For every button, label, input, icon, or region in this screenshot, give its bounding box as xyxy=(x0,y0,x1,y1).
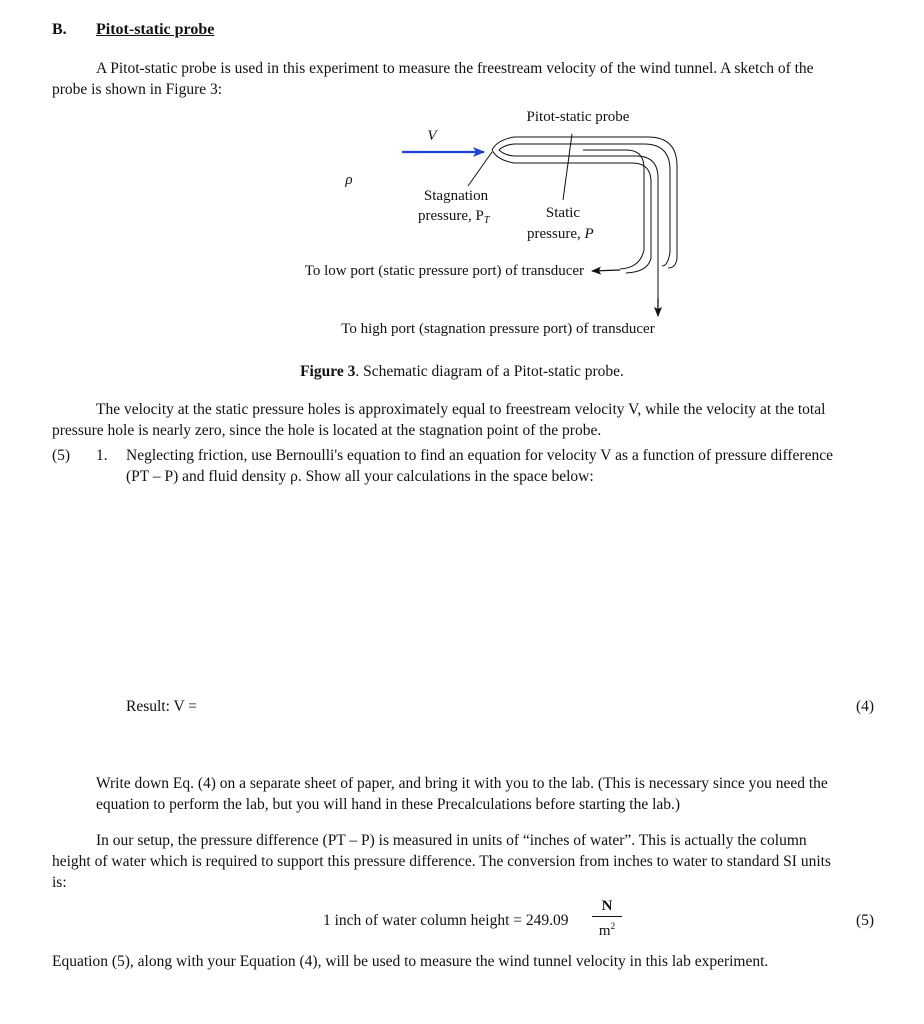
result-label: Result: V = xyxy=(126,698,198,715)
caption-bold: Figure 3 xyxy=(300,363,356,380)
stagnation-label-line-2 xyxy=(418,208,491,226)
velocity-label: V xyxy=(427,128,437,144)
intro-line-2: probe is shown in Figure 3: xyxy=(52,81,223,98)
units-line-3: is: xyxy=(52,874,67,891)
reminder-line-2: equation to perform the lab, but you will hand in these Precalculations before starting the lab.) xyxy=(96,796,681,813)
low-port-label: To low port (static pressure port) of transducer xyxy=(304,263,584,279)
static-text: pressure, xyxy=(527,226,585,242)
conversion-equation: 1 inch of water column height = 249.09 xyxy=(323,912,569,929)
velocity-paragraph xyxy=(52,399,892,441)
stagnation-label-line-1: Stagnation xyxy=(423,188,489,204)
unit-denominator xyxy=(592,917,622,939)
question-line-2: (PT – P) and fluid density ρ. Show all your calculations in the space below: xyxy=(126,468,594,485)
question-line-1: Neglecting friction, use Bernoulli's equation to find an equation for velocity V as a function of pressure difference xyxy=(126,447,833,464)
equation-number-4: (4) xyxy=(856,698,875,715)
static-label-line-1: Static xyxy=(545,205,581,221)
tube-ends xyxy=(620,250,677,273)
equation-number-5: (5) xyxy=(856,912,875,929)
question-points: (5) xyxy=(52,447,71,464)
stagnation-text: pressure, P xyxy=(418,208,484,224)
question-text xyxy=(126,445,896,487)
pitot-static-probe-diagram xyxy=(0,100,924,345)
stagnation-subscript: T xyxy=(483,215,490,226)
reminder-paragraph xyxy=(52,773,892,815)
figure-caption xyxy=(0,361,924,382)
units-line-1: In our setup, the pressure difference (PT – P) is measured in units of “inches of water”. This is actually the column xyxy=(96,832,807,849)
reminder-line-1: Write down Eq. (4) on a separate sheet of paper, and bring it with you to the lab. (This is necessary since you need the xyxy=(96,775,828,792)
intro-paragraph xyxy=(52,58,892,100)
density-label: ρ xyxy=(345,172,353,188)
unit-denominator-exponent: 2 xyxy=(610,921,616,931)
static-label-line-2 xyxy=(527,226,594,242)
probe-nose xyxy=(492,137,514,163)
units-paragraph xyxy=(52,830,892,893)
figure-title: Pitot-static probe xyxy=(526,109,630,125)
intro-line-1: A Pitot-static probe is used in this experiment to measure the freestream velocity of the wind tunnel. A sketch of the xyxy=(96,60,814,77)
conversion-unit-fraction xyxy=(592,898,622,939)
section-letter: B. xyxy=(52,21,67,38)
unit-numerator: N xyxy=(592,898,622,917)
static-variable: P xyxy=(584,226,594,242)
question-number: 1. xyxy=(96,447,108,464)
closing-sentence: Equation (5), along with your Equation (4), will be used to measure the wind tunnel velocity in this lab experiment. xyxy=(52,953,769,970)
velocity-line-2: pressure hole is nearly zero, since the hole is located at the stagnation point of the probe. xyxy=(52,422,602,439)
unit-denominator-base: m xyxy=(598,923,611,939)
low-port-arrow xyxy=(592,270,620,271)
high-port-label: To high port (stagnation pressure port) of transducer xyxy=(341,321,655,337)
caption-text: . Schematic diagram of a Pitot-static probe. xyxy=(355,363,624,380)
section-title: Pitot-static probe xyxy=(96,21,215,38)
velocity-line-1: The velocity at the static pressure holes is approximately equal to freestream velocity V, while the velocity at the total xyxy=(96,401,826,418)
stagnation-pointer xyxy=(468,152,492,186)
units-line-2: height of water which is required to support this pressure difference. The conversion from inches to water to standard SI units xyxy=(52,853,831,870)
